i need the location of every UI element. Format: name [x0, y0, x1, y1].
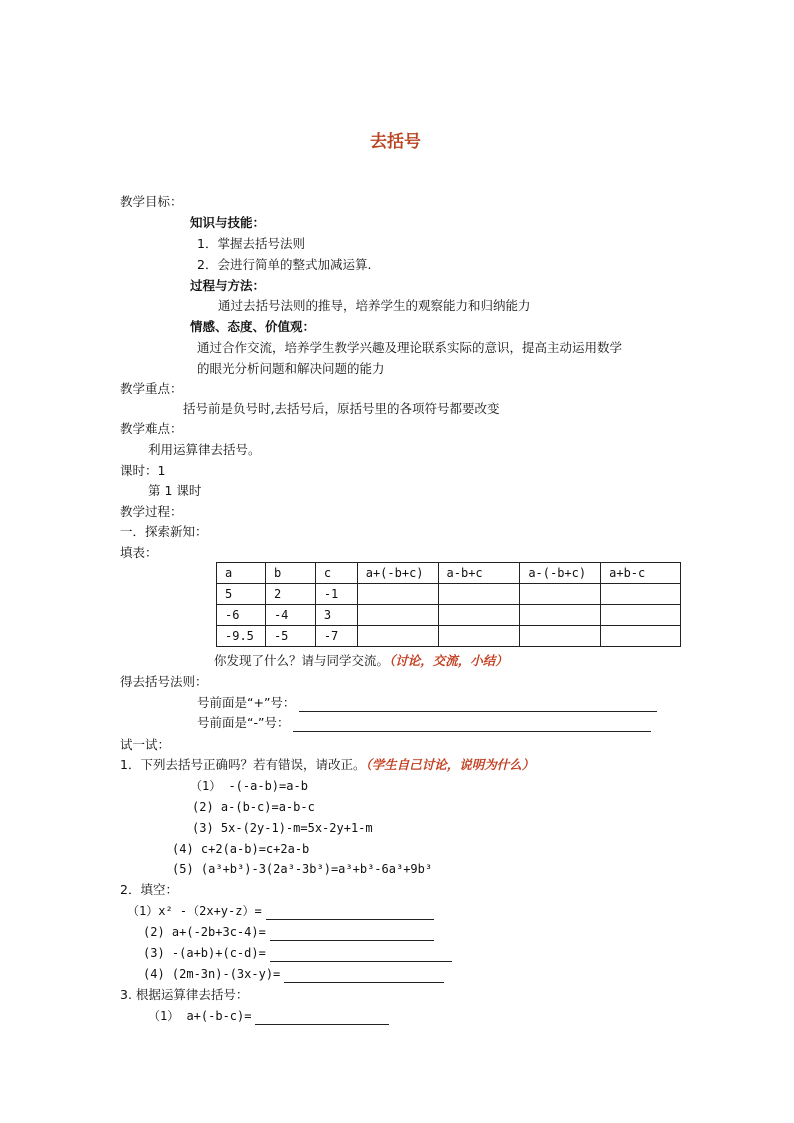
rule-minus-blank[interactable]: [293, 717, 651, 732]
table-header-cell: a+b-c: [601, 563, 681, 584]
q2-item-2: (2) a+(-2b+3c-4)=: [143, 925, 266, 939]
q1-item-1: （1） -(-a-b)=a-b: [190, 779, 308, 793]
q3-heading: 3. 根据运算律去括号：: [120, 987, 249, 1002]
table-cell-blank[interactable]: [520, 626, 601, 647]
table-cell-blank[interactable]: [357, 605, 438, 626]
table-cell: 5: [217, 584, 266, 605]
process-steps-heading: 教学过程：: [120, 504, 183, 519]
table-cell: -9.5: [217, 626, 266, 647]
table-cell-blank[interactable]: [601, 605, 681, 626]
section-explore: 一．探索新知：: [120, 524, 208, 539]
table-cell: 3: [315, 605, 357, 626]
try-heading: 试一试：: [120, 737, 171, 752]
q1-item-5: (5) (a³+b³)-3(2a³-3b³)=a³+b³-6a³+9b³: [172, 862, 433, 876]
table-header-cell: a-b+c: [438, 563, 520, 584]
table-cell-blank[interactable]: [438, 605, 520, 626]
process-text: 通过去括号法则的推导，培养学生的观察能力和归纳能力: [218, 298, 531, 313]
knowledge-item-2: 2．会进行简单的整式加减运算.: [197, 257, 372, 272]
table-header-cell: a-(-b+c): [520, 563, 601, 584]
table-cell: -7: [315, 626, 357, 647]
table-row: [217, 605, 681, 626]
knowledge-heading: 知识与技能：: [190, 215, 266, 230]
q2-item-1-blank[interactable]: [266, 905, 434, 920]
q2-item-3-blank[interactable]: [270, 947, 452, 962]
hours: 课时：1: [120, 463, 166, 478]
key-point-text: 括号前是负号时,去括号后，原括号里的各项符号都要改变: [183, 401, 500, 416]
table-cell-blank[interactable]: [438, 584, 520, 605]
page-title: 去括号: [370, 132, 421, 152]
emotion-text-line1: 通过合作交流，培养学生教学兴趣及理论联系实际的意识，提高主动运用数学: [197, 340, 623, 355]
table-cell-blank[interactable]: [520, 584, 601, 605]
table-cell: -6: [217, 605, 266, 626]
table-cell-blank[interactable]: [520, 605, 601, 626]
q2-item-3-line: [143, 944, 452, 962]
table-row: [217, 584, 681, 605]
table-cell: -4: [265, 605, 315, 626]
q3-item-1-line: [148, 1007, 389, 1025]
lesson-number: 第 1 课时: [148, 483, 202, 498]
table-cell: 2: [265, 584, 315, 605]
process-heading: 过程与方法：: [190, 278, 266, 293]
q3-item-1-blank[interactable]: [255, 1010, 389, 1025]
discover-text: 你发现了什么？请与同学交流。: [214, 653, 390, 668]
table-header-cell: b: [265, 563, 315, 584]
q1-item-2: (2) a-(b-c)=a-b-c: [192, 800, 315, 814]
table-cell-blank[interactable]: [357, 584, 438, 605]
q1-item-4: (4) c+2(a-b)=c+2a-b: [172, 842, 310, 856]
rule-plus-line: [197, 694, 657, 712]
table-cell-blank[interactable]: [357, 626, 438, 647]
table-row: [217, 626, 681, 647]
table-header-cell: c: [315, 563, 357, 584]
rule-minus-line: [197, 714, 651, 732]
knowledge-item-1: 1．掌握去括号法则: [197, 236, 305, 251]
q3-item-1: （1） a+(-b-c)=: [148, 1009, 252, 1023]
q1-heading: 1．下列去括号正确吗？若有错误，请改正。: [120, 757, 366, 772]
q2-item-4-blank[interactable]: [284, 968, 444, 983]
q1-line: [120, 756, 534, 774]
key-point-heading: 教学重点：: [120, 381, 183, 396]
q1-item-3: (3) 5x-(2y-1)-m=5x-2y+1-m: [192, 821, 373, 835]
table-cell-blank[interactable]: [601, 626, 681, 647]
table-header-cell: a: [217, 563, 266, 584]
objectives-heading: 教学目标：: [120, 194, 183, 209]
difficulty-text: 利用运算律去括号。: [148, 442, 261, 457]
table-cell-blank[interactable]: [601, 584, 681, 605]
difficulty-heading: 教学难点：: [120, 421, 183, 436]
table-cell: -5: [265, 626, 315, 647]
q2-item-4-line: [143, 965, 444, 983]
q2-heading: 2．填空：: [120, 882, 178, 897]
q1-note: （学生自己讨论，说明为什么）: [365, 757, 535, 772]
discover-note: （讨论，交流，小结）: [389, 653, 508, 668]
q2-item-2-blank[interactable]: [270, 926, 434, 941]
fill-table-label: 填表：: [120, 545, 158, 560]
q2-item-3: (3) -(a+b)+(c-d)=: [143, 946, 266, 960]
rule-heading: 得去括号法则：: [120, 674, 208, 689]
discover-line: [214, 652, 508, 670]
emotion-heading: 情感、态度、价值观：: [190, 319, 316, 334]
table-header-row: [217, 563, 681, 584]
table-cell-blank[interactable]: [438, 626, 520, 647]
rule-plus-blank[interactable]: [299, 697, 657, 712]
q2-item-1-line: [127, 902, 434, 920]
rule-minus-label: 号前面是“-”号：: [197, 715, 290, 730]
table-cell: -1: [315, 584, 357, 605]
q2-item-4: (4) (2m-3n)-(3x-y)=: [143, 967, 281, 981]
fill-table: [216, 562, 681, 647]
table-header-cell: a+(-b+c): [357, 563, 438, 584]
rule-plus-label: 号前面是“+”号：: [197, 695, 296, 710]
q2-item-1: （1）x² -（2x+y-z）=: [127, 904, 262, 918]
q2-item-2-line: [143, 923, 434, 941]
emotion-text-line2: 的眼光分析问题和解决问题的能力: [197, 361, 385, 376]
